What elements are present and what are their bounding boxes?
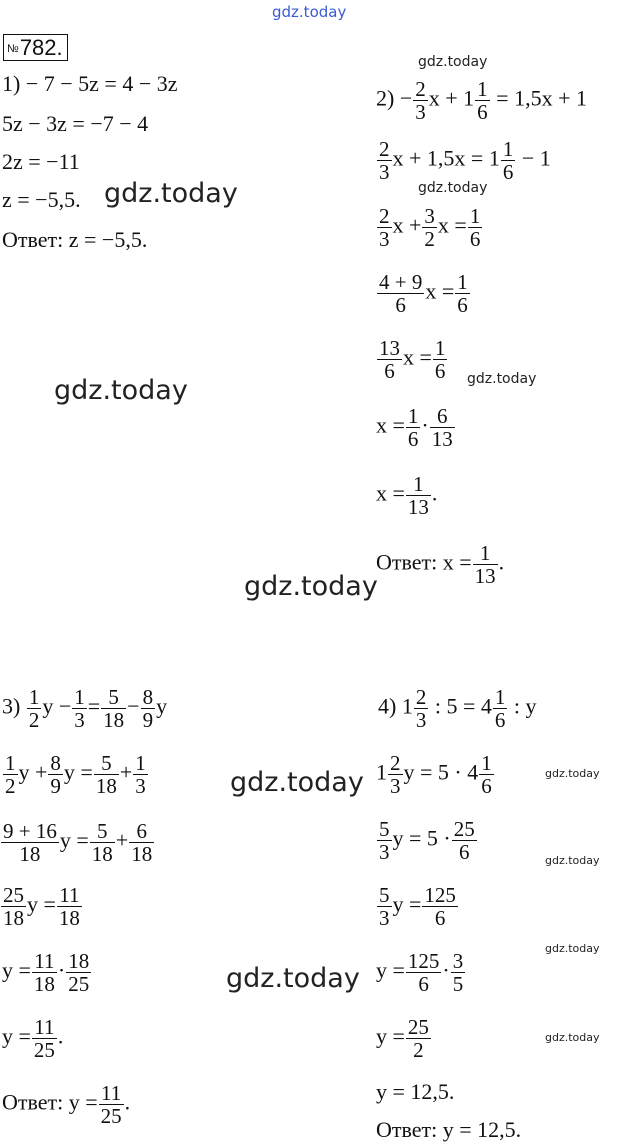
numerator: 11 — [99, 1082, 124, 1105]
p3-text: y + — [18, 759, 48, 785]
exercise-number-text: 782. — [19, 35, 63, 60]
p2-line-3 — [376, 205, 483, 250]
numerator: 5 — [101, 686, 126, 709]
denominator: 18 — [19, 842, 41, 867]
fraction — [377, 205, 392, 250]
p4-text: · — [442, 957, 450, 983]
p3-line-6 — [2, 1016, 63, 1061]
denominator: 6 — [458, 840, 470, 865]
fraction — [406, 1016, 431, 1061]
fraction — [99, 1082, 124, 1127]
denominator: 6 — [481, 774, 492, 799]
p4-text: 1 — [376, 759, 387, 785]
p2-text: x = — [425, 278, 455, 304]
denominator: 25 — [100, 1104, 122, 1129]
p3-label: 3) — [2, 693, 21, 719]
denominator: 13 — [407, 495, 429, 520]
denominator: 18 — [58, 906, 80, 931]
p3-text: y = — [27, 891, 56, 917]
watermark: gdz.today — [54, 375, 188, 406]
p3-line-5 — [2, 950, 92, 995]
exercise-number — [3, 34, 68, 61]
p3-answer — [2, 1082, 130, 1127]
denominator: 2 — [28, 708, 40, 733]
numerator: 5 — [379, 883, 390, 907]
numerator: 2 — [415, 685, 427, 709]
fraction — [388, 752, 403, 797]
p4-text: : y — [513, 693, 537, 719]
p4-label: 4) 1 — [378, 693, 413, 719]
fraction — [72, 686, 87, 731]
p1-answer: Ответ: z = −5,5. — [2, 227, 148, 252]
fraction — [406, 950, 442, 995]
denominator: 18 — [91, 842, 113, 867]
numerator: 25 — [3, 883, 24, 907]
fraction — [129, 820, 154, 865]
denominator: 18 — [95, 774, 117, 799]
denominator: 6 — [407, 427, 419, 452]
p2-text: − 1 — [521, 145, 551, 171]
watermark: gdz.today — [244, 571, 378, 602]
fraction — [468, 205, 483, 250]
fraction — [27, 686, 42, 731]
denominator: 2 — [5, 774, 16, 799]
fraction — [451, 950, 466, 995]
fraction — [377, 337, 402, 382]
p3-text: . — [57, 1023, 64, 1049]
p4-text: y = — [376, 1023, 405, 1049]
number-sign: № — [7, 42, 19, 55]
p2-text: . — [431, 480, 438, 506]
p3-line-3 — [0, 820, 155, 865]
p4-text: y = — [376, 957, 405, 983]
p3-text: − — [127, 693, 140, 719]
numerator: 125 — [407, 949, 440, 973]
p4-line-4 — [376, 884, 459, 929]
p2-label: 2) — [376, 85, 395, 111]
watermark: gdz.today — [418, 180, 488, 196]
fraction — [433, 337, 448, 382]
denominator: 6 — [395, 293, 406, 318]
denominator: 5 — [452, 972, 464, 997]
fraction — [452, 818, 477, 863]
denominator: 13 — [474, 564, 496, 589]
p3-text: y = — [2, 1023, 31, 1049]
p3-line-1 — [2, 686, 167, 731]
fraction — [377, 271, 424, 316]
watermark: gdz.today — [545, 942, 600, 955]
denominator: 25 — [68, 972, 90, 997]
fraction — [501, 138, 516, 183]
p2-line-5 — [376, 337, 448, 382]
denominator: 3 — [135, 774, 146, 799]
fraction — [66, 950, 91, 995]
p2-line-4 — [376, 271, 471, 316]
denominator: 2 — [413, 1038, 424, 1063]
fraction — [479, 752, 494, 797]
numerator: 1 — [469, 204, 481, 228]
denominator: 6 — [502, 160, 514, 185]
denominator: 3 — [415, 100, 426, 125]
p2-line-2 — [376, 138, 551, 183]
watermark: gdz.today — [467, 371, 537, 387]
denominator: 18 — [33, 972, 55, 997]
fraction — [3, 752, 18, 797]
fraction — [422, 884, 458, 929]
numerator: 2 — [379, 137, 390, 161]
denominator: 18 — [3, 906, 24, 931]
fraction — [1, 884, 26, 929]
denominator: 6 — [418, 972, 429, 997]
p1-line-1: 1) − 7 − 5z = 4 − 3z — [2, 71, 178, 96]
fraction — [493, 686, 508, 731]
p3-text: + — [119, 759, 133, 785]
numerator: 125 — [424, 883, 456, 907]
p2-line-7 — [376, 473, 437, 518]
numerator: 5 — [379, 817, 390, 841]
p3-text: + — [115, 827, 129, 853]
numerator: 3 — [452, 949, 464, 973]
fraction — [413, 78, 428, 123]
denominator: 18 — [103, 708, 125, 733]
denominator: 2 — [424, 227, 435, 252]
numerator: 1 — [434, 336, 446, 360]
denominator: 6 — [469, 227, 481, 252]
numerator: 8 — [142, 685, 154, 709]
denominator: 13 — [431, 427, 453, 452]
fraction — [473, 542, 498, 587]
watermark: gdz.today — [104, 178, 238, 209]
fraction — [94, 752, 119, 797]
p2-text: x + 1 — [428, 85, 475, 111]
numerator: 1 — [407, 404, 419, 428]
denominator: 9 — [142, 708, 154, 733]
numerator: 2 — [415, 77, 426, 101]
numerator: 25 — [453, 817, 475, 841]
p2-text: x + — [392, 212, 422, 238]
watermark-top: gdz.today — [272, 3, 347, 21]
p4-line-7: y = 12,5. — [376, 1079, 455, 1104]
numerator: 1 — [481, 751, 492, 775]
fraction — [133, 752, 148, 797]
denominator: 3 — [379, 906, 390, 931]
numerator: 1 — [473, 542, 498, 565]
denominator: 6 — [434, 359, 446, 384]
fraction — [475, 78, 490, 123]
fraction — [377, 138, 392, 183]
p2-line-1 — [376, 78, 587, 123]
p4-text: y = 5 · 4 — [403, 759, 479, 785]
numerator: 6 — [430, 405, 455, 428]
p3-text: · — [57, 957, 66, 983]
numerator: 18 — [68, 949, 90, 973]
numerator: 1 — [28, 685, 40, 709]
numerator: 1 — [477, 77, 488, 101]
fraction — [101, 686, 126, 731]
numerator: 1 — [135, 751, 146, 775]
denominator: 18 — [131, 842, 153, 867]
numerator: 1 — [457, 270, 468, 294]
numerator: 2 — [379, 204, 390, 228]
p4-line-3 — [376, 818, 478, 863]
p1-line-2: 5z − 3z = −7 − 4 — [2, 111, 149, 136]
denominator: 25 — [33, 1038, 55, 1063]
denominator: 6 — [434, 906, 446, 931]
denominator: 3 — [74, 708, 85, 733]
p3-text: y = — [63, 759, 93, 785]
fraction — [141, 686, 156, 731]
numerator: 1 — [502, 137, 514, 161]
p3-text: y = — [2, 957, 31, 983]
p2-text: = 1,5x + 1 — [496, 85, 587, 111]
p2-text: x + 1,5x = 1 — [392, 145, 500, 171]
fraction — [1, 820, 59, 865]
denominator: 6 — [477, 100, 488, 125]
p2-text: x = — [437, 212, 467, 238]
p4-line-1 — [378, 686, 536, 731]
p3-line-4 — [0, 884, 83, 929]
p2-minus: − — [399, 85, 413, 111]
p4-answer: Ответ: y = 12,5. — [376, 1117, 522, 1142]
p1-line-3: 2z = −11 — [2, 149, 80, 174]
watermark: gdz.today — [545, 767, 600, 780]
p2-answer-text: Ответ: x = — [376, 549, 472, 575]
watermark: gdz.today — [230, 767, 364, 798]
numerator: 13 — [379, 336, 400, 360]
p3-line-2 — [2, 752, 149, 797]
p3-text: y − — [42, 693, 72, 719]
p2-text: · — [421, 412, 429, 438]
fraction — [32, 950, 57, 995]
numerator: 11 — [57, 884, 82, 907]
fraction — [406, 405, 421, 450]
fraction — [377, 818, 392, 863]
numerator: 6 — [129, 820, 154, 843]
p3-text: = — [87, 693, 101, 719]
denominator: 6 — [494, 708, 506, 733]
numerator: 3 — [424, 204, 435, 228]
numerator: 2 — [390, 751, 401, 775]
watermark: gdz.today — [418, 54, 488, 70]
fraction — [32, 1016, 57, 1061]
p4-line-2 — [376, 752, 495, 797]
p4-line-6 — [376, 1016, 432, 1061]
p3-text: y — [156, 693, 168, 719]
p2-line-6 — [376, 405, 456, 450]
p2-text: x = — [403, 344, 432, 370]
fraction — [377, 884, 392, 929]
fraction — [430, 405, 455, 450]
p4-text: : 5 = 4 — [434, 693, 492, 719]
denominator: 3 — [390, 774, 401, 799]
numerator: 1 — [494, 685, 506, 709]
denominator: 3 — [379, 160, 390, 185]
numerator: 4 + 9 — [379, 270, 423, 294]
denominator: 6 — [384, 359, 395, 384]
numerator: 5 — [90, 820, 115, 843]
watermark: gdz.today — [545, 1031, 600, 1044]
p3-answer-dot: . — [124, 1089, 131, 1115]
fraction — [57, 884, 82, 929]
denominator: 3 — [379, 227, 390, 252]
numerator: 9 + 16 — [3, 819, 57, 843]
watermark: gdz.today — [545, 854, 600, 867]
numerator: 1 — [5, 751, 16, 775]
p2-text: x = — [376, 480, 405, 506]
numerator: 5 — [94, 752, 119, 775]
numerator: 11 — [32, 1016, 57, 1039]
watermark: gdz.today — [226, 963, 360, 994]
fraction — [90, 820, 115, 865]
denominator: 9 — [50, 774, 61, 799]
p4-text: y = 5 · — [392, 825, 451, 851]
p3-text: y = — [59, 827, 89, 853]
p1-line-4: z = −5,5. — [2, 187, 81, 212]
p3-answer-text: Ответ: y = — [2, 1089, 98, 1115]
fraction — [422, 205, 437, 250]
p4-line-5 — [376, 950, 466, 995]
denominator: 6 — [457, 293, 468, 318]
fraction — [48, 752, 63, 797]
fraction — [455, 271, 470, 316]
numerator: 8 — [50, 751, 61, 775]
numerator: 11 — [32, 950, 57, 973]
fraction — [414, 686, 429, 731]
p2-text: x = — [376, 412, 405, 438]
p4-text: y = — [392, 891, 422, 917]
numerator: 1 — [406, 473, 431, 496]
fraction — [406, 473, 431, 518]
numerator: 25 — [407, 1015, 429, 1039]
denominator: 3 — [379, 840, 390, 865]
numerator: 1 — [74, 685, 85, 709]
p2-answer-dot: . — [498, 549, 505, 575]
p2-answer — [376, 542, 504, 587]
denominator: 3 — [415, 708, 427, 733]
